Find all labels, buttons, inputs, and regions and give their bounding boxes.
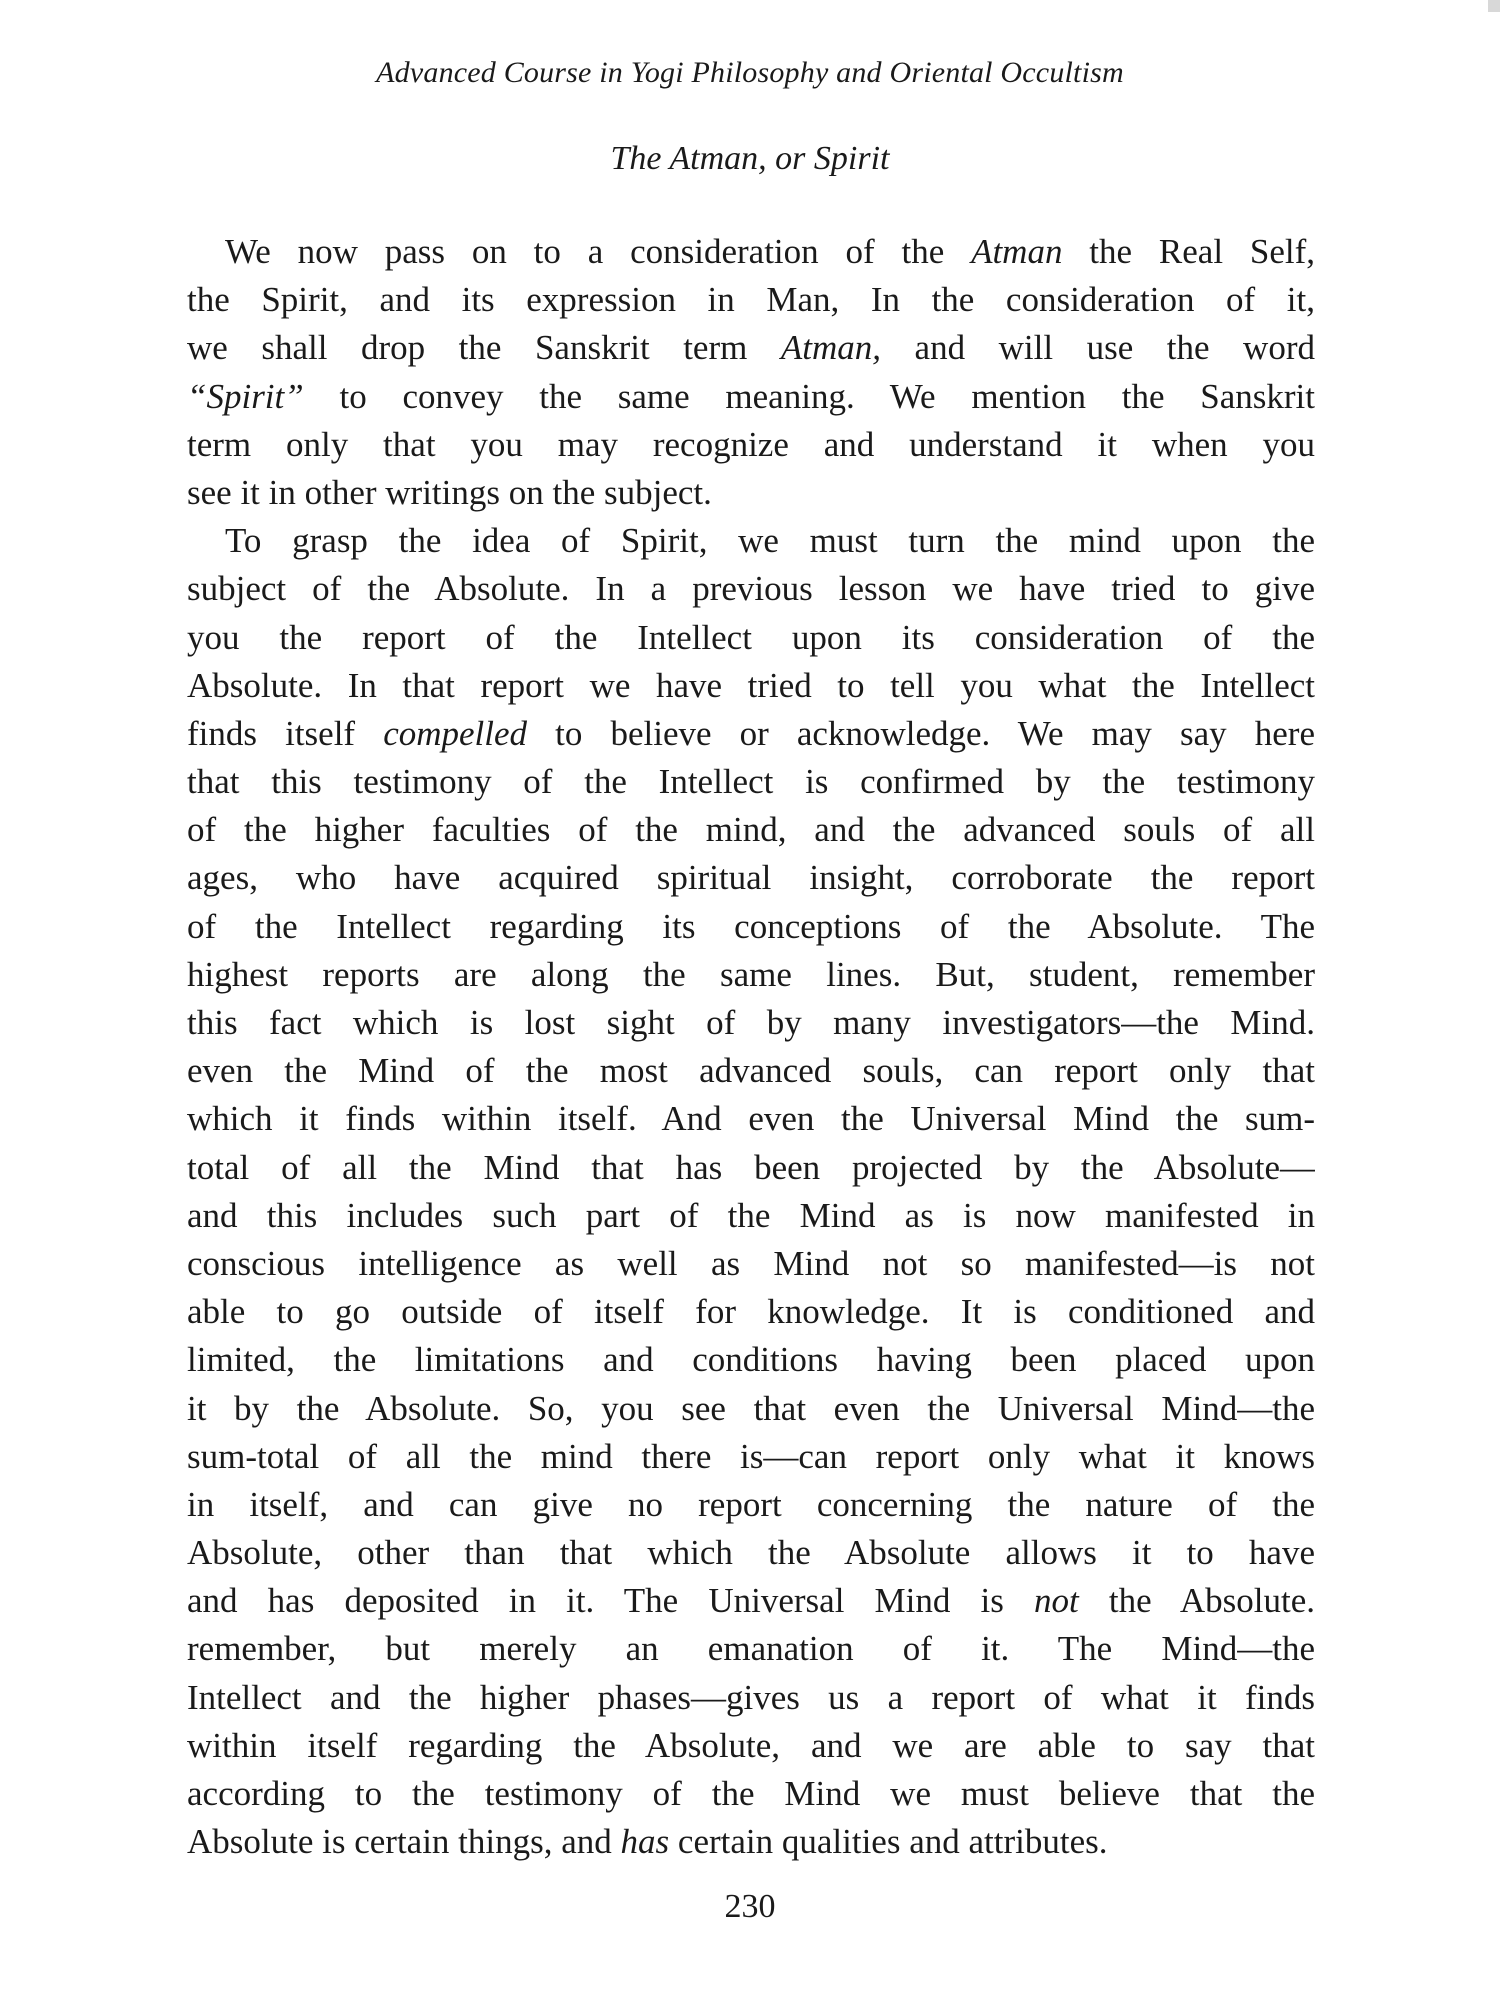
italic-term: has	[620, 1822, 670, 1862]
text-run: finds itself	[187, 713, 384, 753]
text-line	[187, 228, 1315, 276]
text-line: sum-total of all the mind there is—can report only what it knows	[187, 1436, 1315, 1476]
scan-corner-mark	[1488, 0, 1500, 12]
text-line: limited, the limitations and conditions having been placed upon	[187, 1340, 1315, 1380]
text-line: of the higher faculties of the mind, and the advanced souls of all	[187, 810, 1315, 850]
text-run: certain qualities and attributes.	[669, 1822, 1108, 1862]
text-line: conscious intelligence as well as Mind not so manifested—is not	[187, 1243, 1315, 1283]
text-line: in itself, and can give no report concerning the nature of the	[187, 1484, 1315, 1524]
text-line: Intellect and the higher phases—gives us a report of what it finds	[187, 1677, 1315, 1717]
section-title: The Atman, or Spirit	[610, 140, 890, 177]
text-line: according to the testimony of the Mind we must believe that the	[187, 1774, 1315, 1813]
text-line: see it in other writings on the subject.	[187, 472, 712, 512]
text-line: remember, but merely an emanation of it. The Mind—the	[187, 1629, 1315, 1669]
body-text	[187, 228, 1315, 1866]
text-run: to convey the same meaning. We mention the Sanskrit	[303, 376, 1315, 416]
text-line	[187, 373, 1315, 421]
running-header: Advanced Course in Yogi Philosophy and Oriental Occultism	[376, 56, 1124, 89]
text-run: we shall drop the Sanskrit term	[187, 328, 781, 368]
text-line	[187, 710, 1315, 758]
text-line	[187, 324, 1315, 372]
text-line	[187, 1577, 1315, 1625]
text-run: the Real Self,	[1062, 232, 1315, 271]
text-line: the Spirit, and its expression in Man, In the consideration of it,	[187, 280, 1315, 320]
text-line: To grasp the idea of Spirit, we must turn the mind upon the	[225, 521, 1315, 561]
text-run: and has deposited in it. The Universal Mind is	[187, 1581, 1035, 1621]
text-run: Absolute is certain things, and	[187, 1822, 621, 1862]
text-run: to believe or acknowledge. We may say here	[527, 713, 1315, 753]
italic-term: Atman	[971, 232, 1063, 271]
text-line: of the Intellect regarding its conceptions of the Absolute. The	[187, 906, 1315, 946]
text-line: highest reports are along the same lines. But, student, remember	[187, 954, 1315, 994]
text-line: able to go outside of itself for knowledge. It is conditioned and	[187, 1292, 1315, 1332]
text-run: and will use the word	[881, 328, 1315, 368]
text-line: subject of the Absolute. In a previous lesson we have tried to give	[187, 569, 1315, 609]
text-line: you the report of the Intellect upon its consideration of the	[187, 617, 1315, 657]
text-line	[187, 1818, 1315, 1866]
text-line: it by the Absolute. So, you see that even the Universal Mind—the	[187, 1388, 1315, 1428]
text-run: We now pass on to a consideration of the	[225, 232, 972, 271]
italic-term: Atman,	[780, 328, 882, 368]
text-line: Absolute, other than that which the Absolute allows it to have	[187, 1533, 1315, 1573]
italic-term: “Spirit”	[187, 376, 304, 416]
text-line: term only that you may recognize and understand it when you	[187, 424, 1315, 464]
text-line: ages, who have acquired spiritual insight, corroborate the report	[187, 858, 1315, 898]
text-run: the Absolute.	[1078, 1581, 1315, 1621]
italic-term: compelled	[383, 713, 528, 753]
text-line: within itself regarding the Absolute, and we are able to say that	[187, 1725, 1315, 1765]
text-line: even the Mind of the most advanced souls, can report only that	[187, 1051, 1315, 1091]
text-line: that this testimony of the Intellect is confirmed by the testimony	[187, 762, 1315, 802]
text-line: and this includes such part of the Mind as is now manifested in	[187, 1195, 1315, 1235]
text-line: Absolute. In that report we have tried to tell you what the Intellect	[187, 665, 1315, 705]
italic-term: not	[1034, 1581, 1079, 1621]
text-line: which it finds within itself. And even the Universal Mind the sum-	[187, 1099, 1315, 1139]
text-line: this fact which is lost sight of by many investigators—the Mind.	[187, 1003, 1315, 1042]
page-number: 230	[724, 1888, 776, 1925]
text-line: total of all the Mind that has been projected by the Absolute—	[187, 1147, 1315, 1187]
